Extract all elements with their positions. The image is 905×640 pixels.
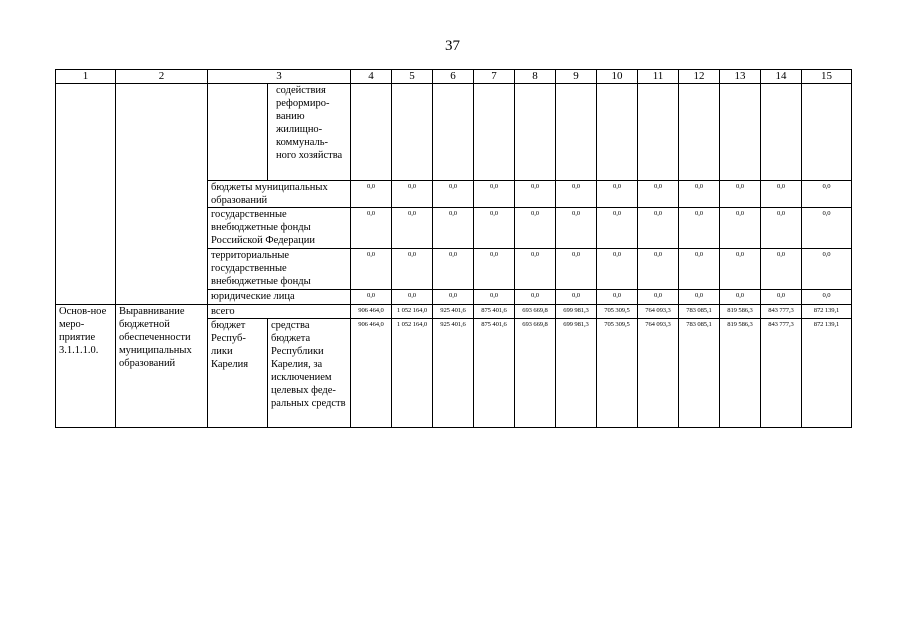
value-cell: 0,0 xyxy=(351,208,392,249)
value-cell xyxy=(433,84,474,181)
value-cell xyxy=(556,84,597,181)
value-cell: 0,0 xyxy=(679,249,720,290)
value-cell: 843 777,3 xyxy=(761,305,802,319)
source-label: территориальные государственные внебюджетные фонды xyxy=(208,249,351,290)
value-cell: 1 052 164,0 xyxy=(392,305,433,319)
value-cell: 0,0 xyxy=(720,249,761,290)
value-cell: 0,0 xyxy=(679,290,720,305)
value-cell: 0,0 xyxy=(392,290,433,305)
activity-code: Основ-ное меро-приятие 3.1.1.1.0. xyxy=(56,305,116,428)
value-cell: 0,0 xyxy=(556,181,597,208)
value-cell: 0,0 xyxy=(556,208,597,249)
header-cell: 9 xyxy=(556,70,597,84)
value-cell: 0,0 xyxy=(761,208,802,249)
blank-cell xyxy=(116,84,208,305)
blank-cell xyxy=(208,84,268,181)
header-cell: 12 xyxy=(679,70,720,84)
value-cell xyxy=(679,84,720,181)
value-cell: 0,0 xyxy=(761,290,802,305)
value-cell: 0,0 xyxy=(515,290,556,305)
value-cell: 843 777,3 xyxy=(761,319,802,428)
budget-label: бюджет Респуб-лики Карелия xyxy=(208,319,268,428)
value-cell: 0,0 xyxy=(638,208,679,249)
value-cell xyxy=(761,84,802,181)
value-cell: 0,0 xyxy=(433,290,474,305)
header-cell: 11 xyxy=(638,70,679,84)
value-cell: 0,0 xyxy=(392,249,433,290)
header-cell: 10 xyxy=(597,70,638,84)
value-cell: 0,0 xyxy=(638,249,679,290)
header-row xyxy=(56,70,852,84)
value-cell: 925 401,6 xyxy=(433,319,474,428)
value-cell: 0,0 xyxy=(597,249,638,290)
value-cell: 0,0 xyxy=(679,181,720,208)
value-cell xyxy=(638,84,679,181)
value-cell xyxy=(720,84,761,181)
source-label: государственные внебюджетные фонды Российской Федерации xyxy=(208,208,351,249)
value-cell xyxy=(597,84,638,181)
value-cell xyxy=(351,84,392,181)
value-cell: 0,0 xyxy=(556,290,597,305)
value-cell: 875 401,6 xyxy=(474,319,515,428)
value-cell: 0,0 xyxy=(761,181,802,208)
value-cell: 764 093,3 xyxy=(638,305,679,319)
value-cell: 0,0 xyxy=(761,249,802,290)
value-cell: 0,0 xyxy=(474,290,515,305)
header-cell: 1 xyxy=(56,70,116,84)
header-cell: 15 xyxy=(802,70,852,84)
value-cell: 0,0 xyxy=(392,208,433,249)
value-cell: 0,0 xyxy=(433,249,474,290)
source-label: бюджеты муниципальных образований xyxy=(208,181,351,208)
value-cell xyxy=(802,84,852,181)
value-cell xyxy=(515,84,556,181)
page-number: 37 xyxy=(445,38,460,54)
value-cell: 0,0 xyxy=(556,249,597,290)
activity-name: Выравнивание бюджетной обеспеченности муниципальных образований xyxy=(116,305,208,428)
value-cell: 0,0 xyxy=(474,208,515,249)
budget-table xyxy=(55,69,852,428)
total-label: всего xyxy=(208,305,351,319)
header-cell: 3 xyxy=(208,70,351,84)
value-cell: 0,0 xyxy=(597,181,638,208)
value-cell: 0,0 xyxy=(474,181,515,208)
header-cell: 7 xyxy=(474,70,515,84)
value-cell: 693 669,8 xyxy=(515,305,556,319)
value-cell: 0,0 xyxy=(392,181,433,208)
header-cell: 4 xyxy=(351,70,392,84)
value-cell: 872 139,1 xyxy=(802,305,852,319)
value-cell xyxy=(474,84,515,181)
value-cell: 783 085,1 xyxy=(679,319,720,428)
value-cell: 0,0 xyxy=(802,249,852,290)
value-cell: 0,0 xyxy=(720,181,761,208)
value-cell: 819 586,3 xyxy=(720,319,761,428)
value-cell: 693 669,8 xyxy=(515,319,556,428)
value-cell: 0,0 xyxy=(474,249,515,290)
header-cell: 2 xyxy=(116,70,208,84)
table-row xyxy=(56,305,852,319)
value-cell: 699 981,3 xyxy=(556,305,597,319)
blank-cell xyxy=(56,84,116,305)
value-cell: 0,0 xyxy=(515,208,556,249)
header-cell: 13 xyxy=(720,70,761,84)
value-cell: 0,0 xyxy=(638,181,679,208)
value-cell: 0,0 xyxy=(433,208,474,249)
value-cell: 764 093,3 xyxy=(638,319,679,428)
value-cell: 875 401,6 xyxy=(474,305,515,319)
value-cell: 906 464,0 xyxy=(351,319,392,428)
fund-description: содействия реформиро-ванию жилищно-коммуналь-ного хозяйства xyxy=(268,84,351,181)
value-cell: 783 085,1 xyxy=(679,305,720,319)
header-cell: 14 xyxy=(761,70,802,84)
value-cell: 1 052 164,0 xyxy=(392,319,433,428)
value-cell: 0,0 xyxy=(351,249,392,290)
value-cell: 925 401,6 xyxy=(433,305,474,319)
value-cell: 0,0 xyxy=(638,290,679,305)
value-cell: 699 981,3 xyxy=(556,319,597,428)
value-cell: 0,0 xyxy=(351,290,392,305)
value-cell: 0,0 xyxy=(720,208,761,249)
value-cell: 0,0 xyxy=(351,181,392,208)
table-row xyxy=(56,84,852,181)
header-cell: 5 xyxy=(392,70,433,84)
value-cell: 0,0 xyxy=(802,208,852,249)
source-label: юридические лица xyxy=(208,290,351,305)
value-cell: 0,0 xyxy=(802,290,852,305)
value-cell: 0,0 xyxy=(597,208,638,249)
value-cell: 0,0 xyxy=(515,249,556,290)
value-cell: 906 464,0 xyxy=(351,305,392,319)
value-cell: 0,0 xyxy=(515,181,556,208)
value-cell: 819 586,3 xyxy=(720,305,761,319)
header-cell: 6 xyxy=(433,70,474,84)
header-cell: 8 xyxy=(515,70,556,84)
value-cell: 705 309,5 xyxy=(597,305,638,319)
value-cell: 872 139,1 xyxy=(802,319,852,428)
value-cell xyxy=(392,84,433,181)
value-cell: 0,0 xyxy=(802,181,852,208)
value-cell: 0,0 xyxy=(433,181,474,208)
source-label: средства бюджета Республики Карелия, за исключением целевых феде-ральных средств xyxy=(268,319,351,428)
value-cell: 0,0 xyxy=(720,290,761,305)
value-cell: 705 309,5 xyxy=(597,319,638,428)
value-cell: 0,0 xyxy=(597,290,638,305)
value-cell: 0,0 xyxy=(679,208,720,249)
